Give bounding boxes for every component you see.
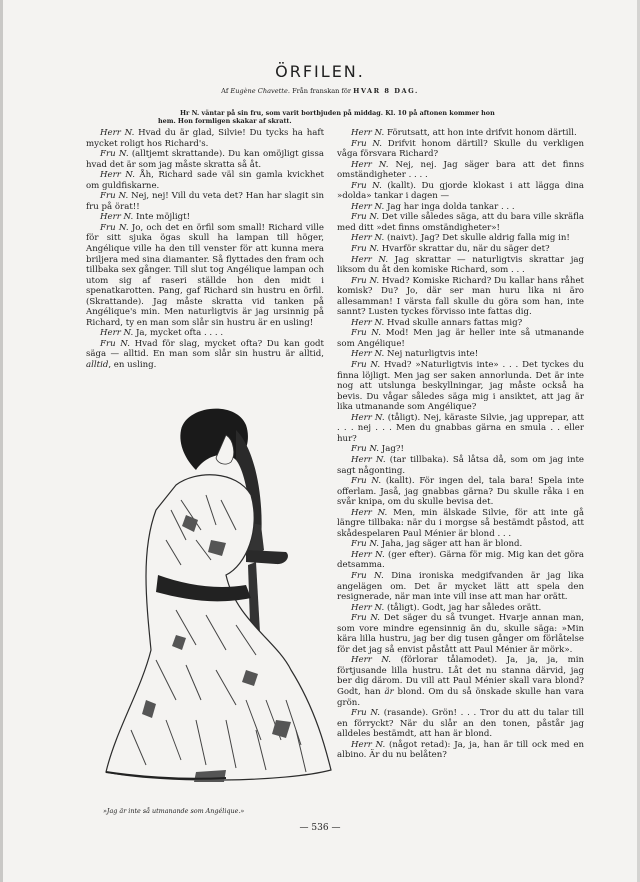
speaker-name: Fru N.: [100, 191, 129, 202]
speech-text: Förutsatt, att hon inte drifvit honom därtill.: [386, 128, 577, 138]
speech-text: Nej naturligtvis inte!: [386, 349, 479, 360]
speaker-name: Fru N.: [100, 149, 129, 160]
dialogue-line: [86, 212, 324, 223]
dialogue-line: [86, 223, 324, 328]
speech-text: Godt, jag har således orätt.: [422, 602, 542, 613]
speaker-name: Fru N.: [351, 244, 380, 255]
dialogue-line: [86, 128, 324, 149]
speech-text: Jaha, jag säger att han är blond.: [381, 539, 523, 550]
speech-text: Ja, mycket ofta . . . .: [135, 328, 224, 339]
dialogue-line: [337, 571, 584, 603]
speech-text-tail: , en usling.: [108, 360, 157, 371]
speech-text: Gärna för mig. Mig kan det göra detsamma.: [337, 549, 585, 571]
stage-note: (kallt).: [385, 476, 415, 487]
speaker-name: Herr N.: [351, 254, 389, 265]
woman-in-chair-drawing-icon: [86, 400, 336, 785]
stage-note: (tåligt).: [387, 412, 421, 423]
speaker-name: Fru N.: [351, 476, 382, 487]
speaker-name: Herr N.: [351, 454, 386, 465]
dialogue-line: [337, 244, 584, 255]
speech-text: Hvad? »Naturligtvis inte» . . . Det tyckes du finna löjligt. Men jag ser saken annorlunda. Det är inte nog att utslunga beskyllningar, jag måste också ha bevis. Du vågar således säga mig i ansiktet, att jag är lika utmanande som Angélique?: [337, 360, 585, 413]
speech-text: Åh, Richard sade väl sin gamla kvickhet om guldfiskarne.: [86, 170, 324, 191]
dialogue-line: [337, 328, 584, 349]
illustration-seated-woman: [86, 400, 336, 785]
speech-text: Men, min älskade Silvie, för att inte gå längre tillbaka: när du i morgse så bestämdt påstod, att skådespelaren Paul Ménier är blond . . .: [337, 507, 585, 539]
dialogue-line: [337, 550, 584, 571]
speech-text: Jag?!: [381, 444, 404, 455]
dialogue-line: [337, 539, 584, 550]
stage-direction-intro: [158, 109, 498, 125]
page-number: — 536 —: [299, 823, 341, 833]
dialogue-line: [337, 603, 584, 614]
dialogue-line: [337, 444, 584, 455]
speech-text-tail: blond. Om du så önskade skulle han vara grön.: [337, 686, 584, 708]
byline-publication: HVAR 8 DAG.: [353, 87, 419, 95]
speaker-name: Fru N.: [351, 444, 380, 455]
speech-text: Jag skrattar — naturligtvis skrattar jag liksom du åt den komiske Richard, som . . .: [337, 254, 584, 276]
dialogue-line: [337, 276, 584, 318]
speaker-name: Herr N.: [351, 507, 388, 518]
stage-note: (ger efter).: [387, 549, 437, 560]
stage-note: (tar tillbaka).: [389, 454, 449, 465]
stage-note: (förlorar tålamodet).: [400, 655, 498, 666]
stage-note: (kallt).: [387, 180, 417, 191]
dialogue-line: [337, 255, 584, 276]
dialogue-line: [337, 160, 584, 181]
speaker-name: Fru N.: [351, 275, 380, 286]
stage-note: (alltjemt skrattande).: [131, 149, 225, 160]
speaker-name: Herr N.: [351, 739, 386, 750]
speaker-name: Herr N.: [351, 159, 389, 170]
dialogue-line: [337, 455, 584, 476]
left-column: [86, 128, 324, 371]
dialogue-line: [337, 708, 584, 740]
dialogue-line: [86, 149, 324, 170]
speech-text: Jag? Det skulle aldrig falla mig in!: [420, 233, 570, 244]
stage-note: (tåligt).: [386, 602, 420, 613]
stage-note: (rasande).: [383, 708, 429, 719]
speech-text: Nej, nej! Vill du veta det? Han har slagit sin fru på örat!!: [86, 191, 324, 212]
byline: [0, 87, 640, 95]
speaker-name: Herr N.: [351, 128, 385, 138]
stage-note: (naivt).: [386, 233, 419, 244]
speech-text: Jo, och det en örfil som small! Richard ville för sitt sjuka ögas skull ha lampan till höger, Angélique ville ha den till venster för att kunna mera briljera med sina diamanter. Så flyttades den fram och tillbaka sex gånger. Till slut tog Angélique lampan och utom sig af raseri ställde hon den midt i spenatkarotten. Pang, gaf Richard sin hustru en örfil. (Skrattande). Jag måste skratta vid tanken på Angélique's min. Men naturligtvis är jag ursinnig på Richard, ty en man som slår sin hustru är en usling!: [86, 222, 324, 328]
right-column: [337, 128, 584, 761]
speaker-name: Fru N.: [351, 360, 381, 371]
speech-text: Det säger du så tvunget. Hvarje annan man, som vore mindre egensinnig än du, skulle säga: »Min kära lilla hustru, jag ber dig tusen gånger om förlåtelse för det jag så envist påstått att Paul Ménier är mörk».: [337, 613, 584, 655]
speech-text: Hvad du är glad, Silvie! Du tycks ha haft mycket roligt hos Richard's.: [86, 128, 325, 149]
speech-text: Hvad för slag, mycket ofta? Du kan godt säga — alltid. En man som slår sin hustru är alltid,: [86, 338, 324, 360]
speaker-name: Herr N.: [351, 233, 385, 244]
speech-text: För ingen del, tala bara! Spela inte offerlam. Jaså, jag gnabbas gärna? Du skulle råka i en svår knipa, om du skulle bevisa det.: [337, 476, 585, 508]
dialogue-line: [86, 170, 324, 191]
dialogue-line: [337, 233, 584, 244]
speaker-name: Herr N.: [351, 655, 392, 666]
speech-text: Ja, ja, ja, min förtjusande lilla hustru. Låt det nu stanna därvid, jag ber dig därom. Du vill att Paul Ménier skall vara blond? Godt, han: [337, 655, 585, 697]
speaker-name: Herr N.: [100, 328, 134, 339]
speech-text: Drifvit honom därtill? Skulle du verkligen våga försvara Richard?: [337, 138, 585, 160]
speech-text: Jag har inga dolda tankar . . .: [386, 201, 515, 212]
speech-text: Du kan omöjligt gissa hvad det är som jag måste skratta så åt.: [86, 149, 324, 170]
speech-text: Hvad? Komiske Richard? Du kallar hans råhet komisk? Du? Jo, där ser man huru lika ni äro allesamman! I värsta fall skulle du göra som han, inte sannt? Lusten tyckes förvisso inte fattas dig.: [337, 275, 584, 318]
dialogue-line: [337, 202, 584, 213]
dialogue-line: [86, 339, 324, 371]
speaker-name: Herr N.: [351, 201, 385, 212]
speech-text: Så låtsa då, som om jag inte sagt någonting.: [337, 454, 585, 476]
dialogue-line: [86, 328, 324, 339]
speech-text: Mod! Men jag är heller inte så utmanande som Angélique!: [337, 328, 585, 349]
intro-line-2: hem. Hon formligen skakar af skratt.: [158, 117, 292, 125]
speech-text: Grön! . . . Tror du att du talar till en förryckt? När du slår an den tonen, påstår jag alldeles bestämdt, att han är blond.: [337, 708, 585, 740]
article-title: ÖRFILEN.: [275, 62, 365, 81]
dialogue-line: [337, 413, 584, 445]
speaker-name: Fru N.: [351, 570, 384, 581]
intro-line-1: Hr N. väntar på sin fru, som varit bortbjuden på middag. Kl. 10 på aftonen kommer hon: [180, 109, 495, 117]
speech-text: Dina ironiska medgifvanden är jag lika angelägen om. Det är mycket lätt att spela den resignerade, när man inte vill inse att man har orätt.: [337, 570, 584, 603]
dialogue-line: [337, 212, 584, 233]
dialogue-line: [337, 655, 584, 708]
byline-translation: Från franskan för: [292, 87, 352, 95]
emphasized-word: är: [384, 686, 394, 697]
speaker-name: Fru N.: [351, 212, 380, 223]
speaker-name: Fru N.: [351, 328, 381, 339]
dialogue-line: [337, 740, 584, 761]
speech-text: Inte möjligt!: [135, 212, 191, 223]
dialogue-line: [337, 508, 584, 540]
speaker-name: Fru N.: [351, 539, 380, 550]
speaker-name: Herr N.: [351, 349, 385, 360]
byline-prefix: Af: [221, 87, 229, 95]
speaker-name: Herr N.: [351, 317, 385, 328]
speech-text: Du gjorde klokast i att lägga dina »dolda» tankar i dagen —: [337, 180, 584, 202]
dialogue-line: [337, 349, 584, 360]
dialogue-line: [337, 476, 584, 508]
speaker-name: Fru N.: [351, 708, 381, 719]
speech-text: Hvarför skrattar du, när du säger det?: [381, 244, 550, 255]
speech-text: Det ville således säga, att du bara ville skräfla med ditt »det finns omständigheter»!: [337, 212, 584, 233]
speaker-name: Fru N.: [351, 138, 383, 149]
speech-text: Hvad skulle annars fattas mig?: [386, 317, 523, 328]
speaker-name: Herr N.: [351, 412, 385, 423]
speaker-name: Fru N.: [100, 338, 130, 349]
dialogue-line: [337, 139, 584, 160]
speaker-name: Herr N.: [351, 549, 385, 560]
speaker-name: Fru N.: [351, 180, 382, 191]
speaker-name: Herr N.: [351, 602, 385, 613]
dialogue-line: [337, 613, 584, 655]
stage-note: (något retad):: [389, 739, 451, 750]
speaker-name: Herr N.: [100, 128, 135, 138]
illustration-caption: »Jag är inte så utmanande som Angélique.»: [103, 807, 245, 815]
dialogue-line: [337, 128, 584, 139]
speaker-name: Herr N.: [100, 212, 134, 223]
dialogue-line: [337, 360, 584, 413]
speaker-name: Fru N.: [100, 222, 129, 233]
byline-author: Eugène Chavette.: [230, 87, 290, 95]
speech-text: Nej, käraste Silvie, jag upprepar, att . . . nej . . . Men du gnabbas gärna en smula . . eller hur?: [337, 412, 584, 444]
emphasized-word: alltid: [86, 360, 109, 371]
dialogue-line: [337, 181, 584, 202]
page-edge-left: [0, 0, 3, 882]
speech-text: Ja, ja, han är till ock med en albino. Är du nu belåten?: [337, 739, 585, 761]
speech-text: Nej, nej. Jag säger bara att det finns omständigheter . . . .: [337, 159, 585, 181]
dialogue-line: [337, 318, 584, 329]
speaker-name: Fru N.: [351, 613, 381, 624]
speaker-name: Herr N.: [100, 170, 135, 181]
dialogue-line: [86, 191, 324, 212]
